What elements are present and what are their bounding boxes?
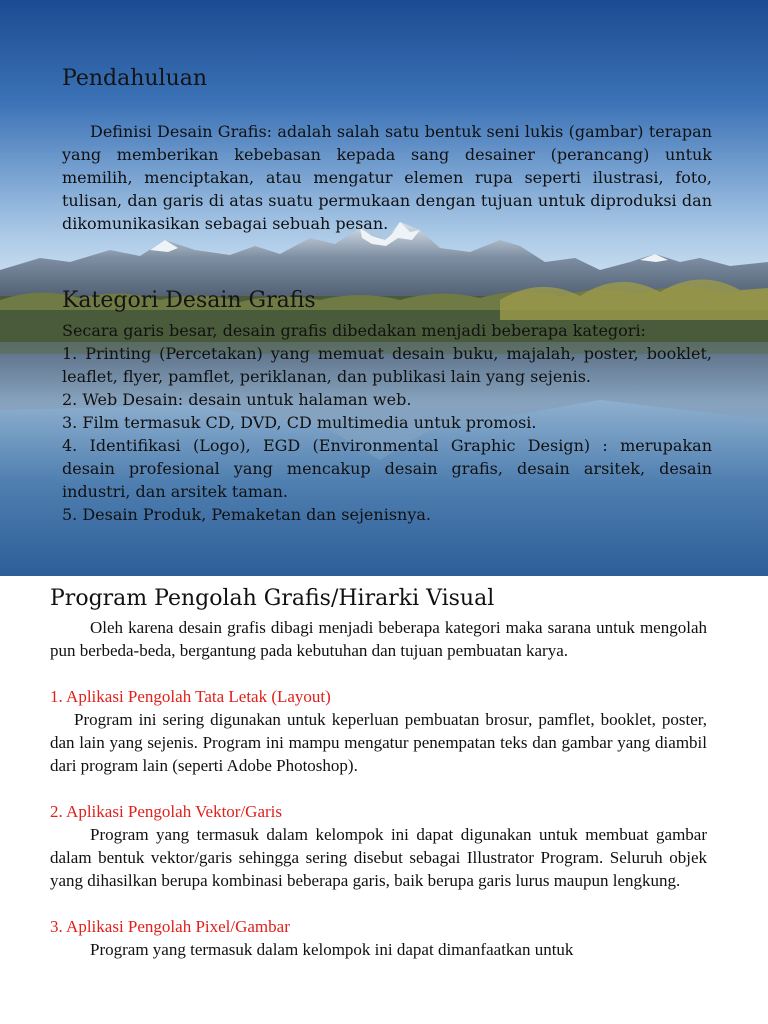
category-item: 1. Printing (Percetakan) yang memuat desain buku, majalah, poster, booklet, leaflet, flyer, pamflet, periklanan, dan publikasi lain yang sejenis.	[62, 344, 712, 386]
section-heading-layout: 1. Aplikasi Pengolah Tata Letak (Layout)	[50, 687, 331, 706]
category-list	[62, 319, 712, 526]
category-item: 2. Web Desain: desain untuk halaman web.	[62, 390, 412, 409]
slide-2	[0, 576, 768, 1024]
category-item: 4. Identifikasi (Logo), EGD (Environmental Graphic Design) : merupakan desain profesional yang mencakup desain grafis, desain arsitek, desain industri, dan arsitek taman.	[62, 436, 712, 501]
section-heading-pixel: 3. Aplikasi Pengolah Pixel/Gambar	[50, 917, 290, 936]
section-text-vector: Program yang termasuk dalam kelompok ini dapat digunakan untuk membuat gambar dalam bentuk vektor/garis sehingga sering disebut sebagai Illustrator Program. Seluruh objek yang dihasilkan berupa kombinasi beberapa garis, baik berupa garis lurus maupun lengkung.	[50, 825, 707, 890]
definition-paragraph: Definisi Desain Grafis: adalah salah satu bentuk seni lukis (gambar) terapan yang memberikan kebebasan kepada sang desainer (perancang) untuk memilih, menciptakan, atau mengatur elemen rupa seperti ilustrasi, foto, tulisan, dan garis di atas suatu permukaan dengan tujuan untuk diproduksi dan dikomunikasikan sebagai sebuah pesan.	[62, 122, 712, 233]
intro-paragraph: Oleh karena desain grafis dibagi menjadi beberapa kategori maka sarana untuk mengolah pun berbeda-beda, bergantung pada kebutuhan dan tujuan pembuatan karya.	[50, 618, 707, 660]
section-text-pixel: Program yang termasuk dalam kelompok ini dapat dimanfaatkan untuk	[90, 940, 574, 959]
category-item: 3. Film termasuk CD, DVD, CD multimedia untuk promosi.	[62, 413, 537, 432]
category-item: 5. Desain Produk, Pemaketan dan sejenisnya.	[62, 505, 431, 524]
section-heading-vector: 2. Aplikasi Pengolah Vektor/Garis	[50, 802, 282, 821]
slide1-title: Pendahuluan	[62, 66, 208, 91]
section-text-layout: Program ini sering digunakan untuk keperluan pembuatan brosur, pamflet, booklet, poster, dan lain yang sejenis. Program ini mampu mengatur penempatan teks dan gambar yang diambil dari program lain (seperti Adobe Photoshop).	[50, 710, 707, 775]
category-intro: Secara garis besar, desain grafis dibedakan menjadi beberapa kategori:	[62, 321, 646, 340]
slide2-title: Program Pengolah Grafis/Hirarki Visual	[50, 586, 495, 611]
category-title: Kategori Desain Grafis	[62, 288, 316, 313]
slide2-body	[50, 616, 707, 961]
